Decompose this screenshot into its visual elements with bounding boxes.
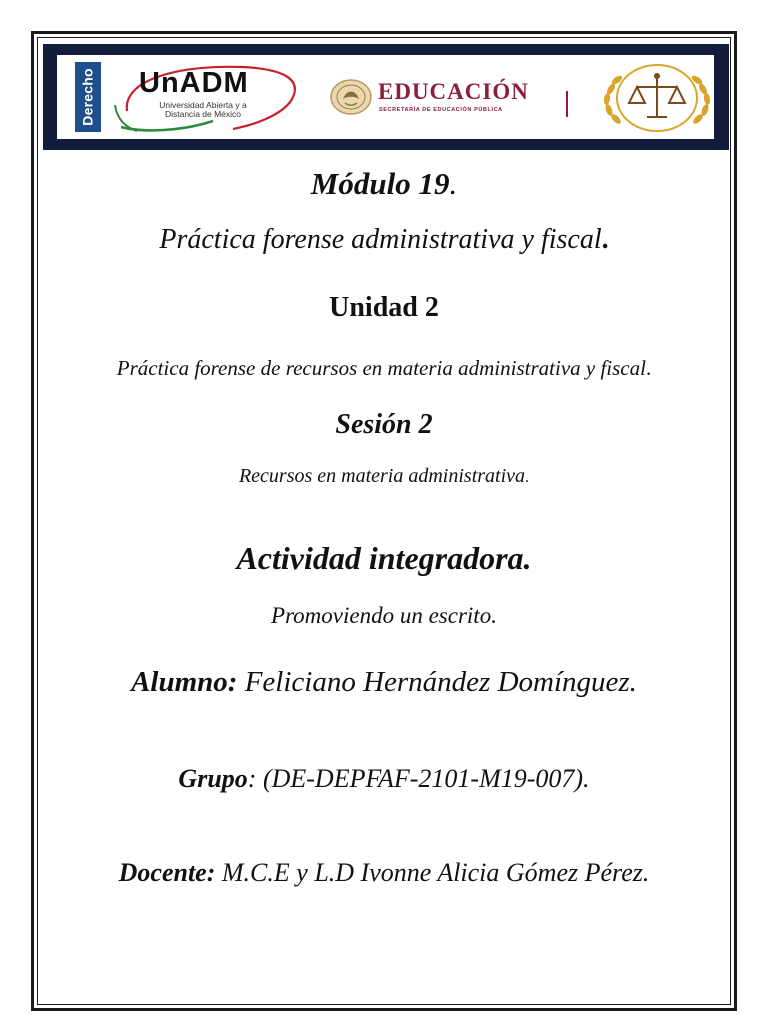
- student-line: [0, 666, 768, 699]
- session-name-period: .: [525, 469, 530, 486]
- student-label: Alumno:: [131, 666, 238, 698]
- module-title-period: .: [449, 166, 458, 201]
- unadm-subtitle: [143, 101, 263, 119]
- unit-name: [0, 356, 768, 381]
- group-value: (DE-DEPFAF-2101-M19-007).: [262, 764, 590, 793]
- group-line: [0, 764, 768, 794]
- activity-title: Actividad integradora.: [236, 540, 532, 576]
- scales-of-justice-icon: [597, 59, 717, 137]
- unadm-logo: [113, 61, 303, 135]
- header-banner: [43, 44, 729, 150]
- unit-name-period: .: [645, 356, 652, 380]
- derecho-tab: [75, 62, 101, 132]
- session-name-text: Recursos en materia administrativa: [238, 465, 526, 487]
- session-name: [0, 465, 768, 488]
- unadm-name: UnADM: [139, 67, 249, 99]
- teacher-name: M.C.E y L.D Ivonne Alicia Gómez Pérez.: [221, 858, 650, 887]
- header-divider: [566, 91, 568, 117]
- sep-subtitle: SECRETARÍA DE EDUCACIÓN PÚBLICA: [379, 107, 503, 113]
- unadm-subtitle-line1: Universidad Abierta y a: [159, 100, 247, 110]
- student-name: Feliciano Hernández Domínguez.: [244, 666, 637, 698]
- national-seal-icon: [329, 77, 373, 117]
- group-colon: :: [247, 764, 257, 793]
- educacion-title: EDUCACIÓN: [378, 79, 529, 104]
- module-title-text: Módulo 19: [310, 166, 450, 201]
- group-label: Grupo: [178, 764, 248, 793]
- teacher-line: [0, 858, 768, 888]
- derecho-label: Derecho: [80, 68, 97, 126]
- module-name-period: .: [601, 224, 609, 255]
- unit-name-text: Práctica forense de recursos en materia administrativa y fiscal: [116, 356, 646, 380]
- session-title: Sesión 2: [335, 409, 433, 440]
- module-name-text: Práctica forense administrativa y fiscal: [159, 224, 602, 255]
- header-banner-panel: [57, 55, 714, 139]
- unit-title: Unidad 2: [329, 292, 439, 323]
- module-title: [0, 166, 768, 202]
- unadm-subtitle-line2: Distancia de México: [164, 109, 242, 119]
- module-name: [0, 224, 768, 256]
- teacher-label: Docente:: [118, 858, 216, 887]
- activity-name: Promoviendo un escrito.: [271, 603, 497, 628]
